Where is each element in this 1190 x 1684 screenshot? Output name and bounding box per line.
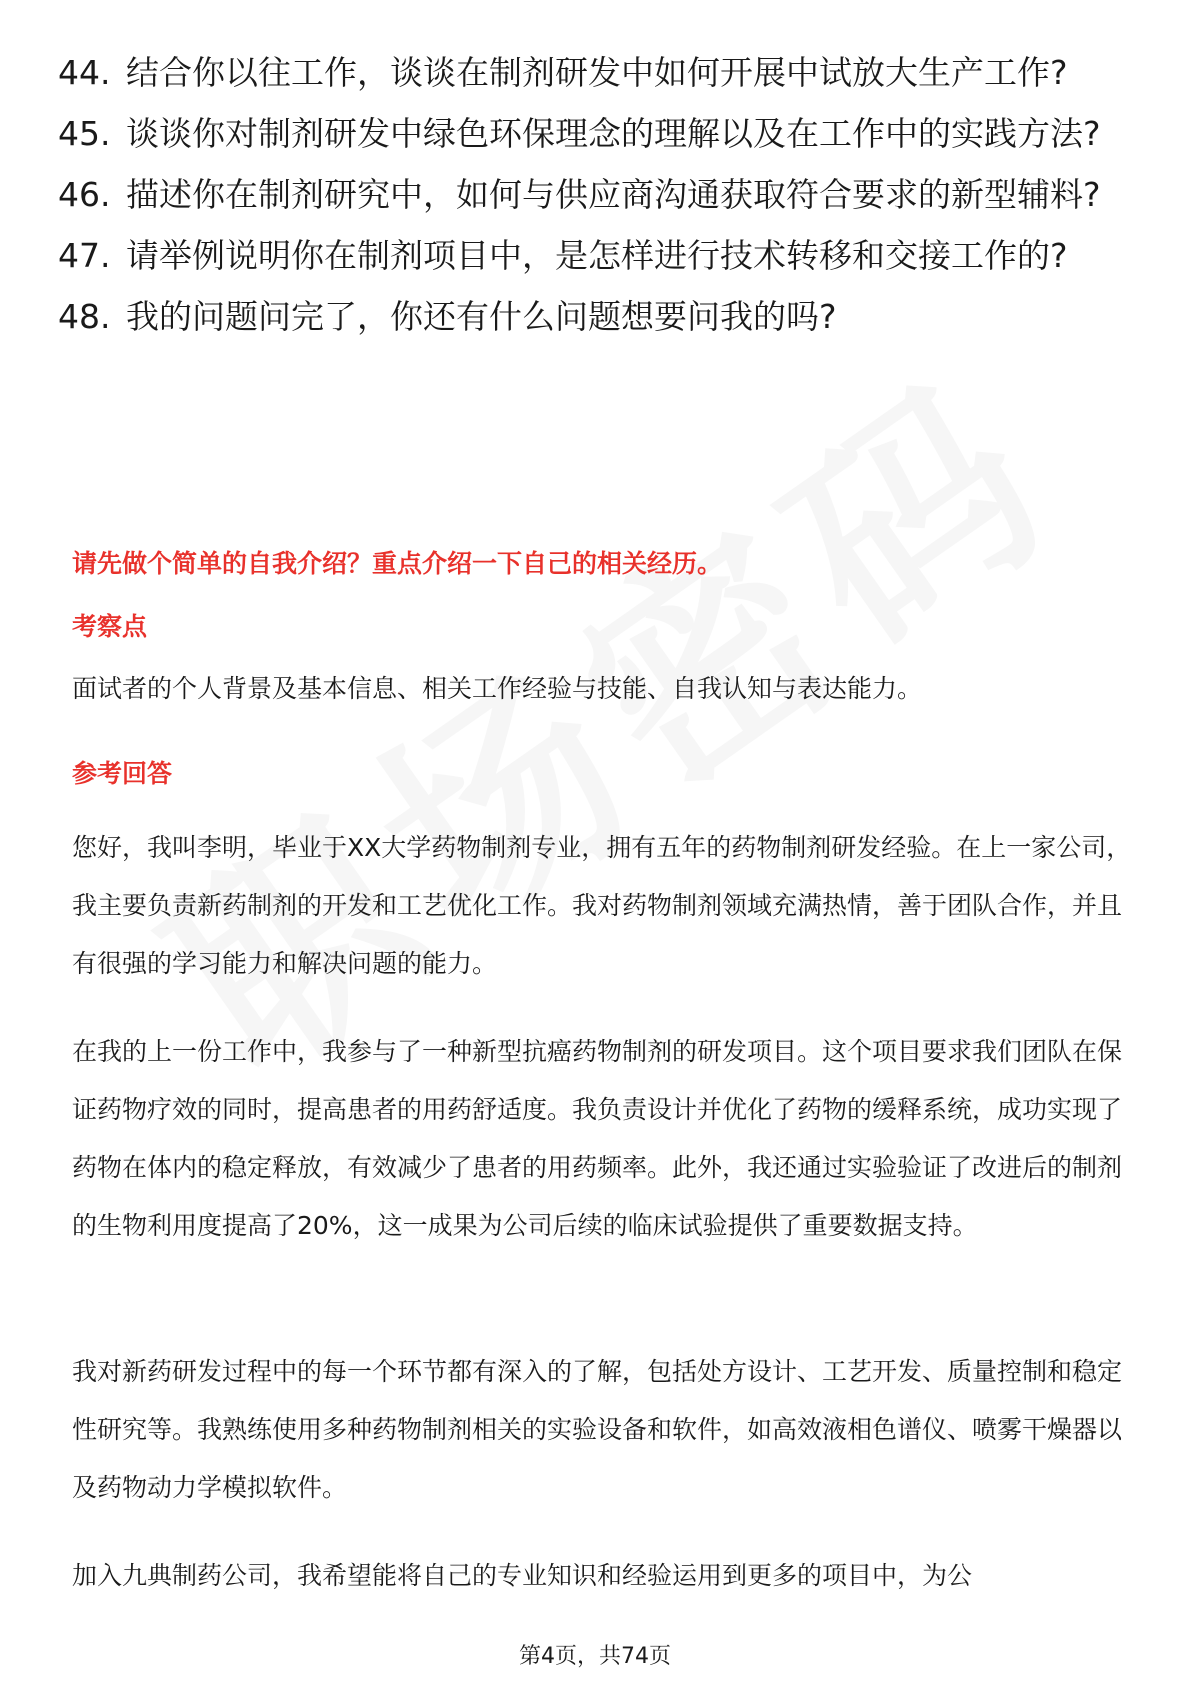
list-item — [58, 174, 1138, 216]
page-footer: 第4页，共74页 — [519, 1644, 671, 1669]
question-text: 我的问题问完了，你还有什么问题想要问我的吗? — [126, 297, 837, 336]
section-question-heading: 请先做个简单的自我介绍？重点介绍一下自己的相关经历。 — [72, 549, 723, 578]
assessment-points-text: 面试者的个人背景及基本信息、相关工作经验与技能、自我认知与表达能力。 — [72, 674, 923, 703]
list-item — [58, 52, 1138, 94]
answer-paragraph: 加入九典制药公司，我希望能将自己的专业知识和经验运用到更多的项目中，为公 — [72, 1561, 973, 1590]
list-item — [58, 113, 1138, 155]
question-text: 请举例说明你在制剂项目中，是怎样进行技术转移和交接工作的? — [126, 236, 1068, 275]
question-text: 谈谈你对制剂研发中绿色环保理念的理解以及在工作中的实践方法? — [126, 114, 1101, 153]
assessment-points-heading: 考察点 — [72, 612, 148, 641]
question-number: 46. — [58, 175, 111, 214]
question-number: 47. — [58, 236, 111, 275]
answer-paragraph: 我对新药研发过程中的每一个环节都有深入的了解，包括处方设计、工艺开发、质量控制和稳定性研究等。我熟练使用多种药物制剂相关的实验设备和软件，如高效液相色谱仪、喷雾干燥器以及药物动力学模拟软件。 — [72, 1357, 1123, 1502]
list-item — [58, 296, 1138, 338]
question-text: 描述你在制剂研究中，如何与供应商沟通获取符合要求的新型辅料? — [126, 175, 1101, 214]
question-number: 45. — [58, 114, 111, 153]
answer-paragraph: 在我的上一份工作中，我参与了一种新型抗癌药物制剂的研发项目。这个项目要求我们团队在保证药物疗效的同时，提高患者的用药舒适度。我负责设计并优化了药物的缓释系统，成功实现了药物在体内的稳定释放，有效减少了患者的用药频率。此外，我还通过实验验证了改进后的制剂的生物利用度提高了20%，这一成果为公司后续的临床试验提供了重要数据支持。 — [72, 1037, 1123, 1240]
question-list — [58, 52, 1138, 357]
question-number: 44. — [58, 53, 111, 92]
question-number: 48. — [58, 297, 111, 336]
reference-answer-heading: 参考回答 — [72, 759, 173, 788]
list-item — [58, 235, 1138, 277]
question-text: 结合你以往工作，谈谈在制剂研发中如何开展中试放大生产工作? — [126, 53, 1068, 92]
answer-paragraph: 您好，我叫李明，毕业于XX大学药物制剂专业，拥有五年的药物制剂研发经验。在上一家公司，我主要负责新药制剂的开发和工艺优化工作。我对药物制剂领域充满热情，善于团队合作，并且有很强的学习能力和解决问题的能力。 — [72, 833, 1132, 978]
